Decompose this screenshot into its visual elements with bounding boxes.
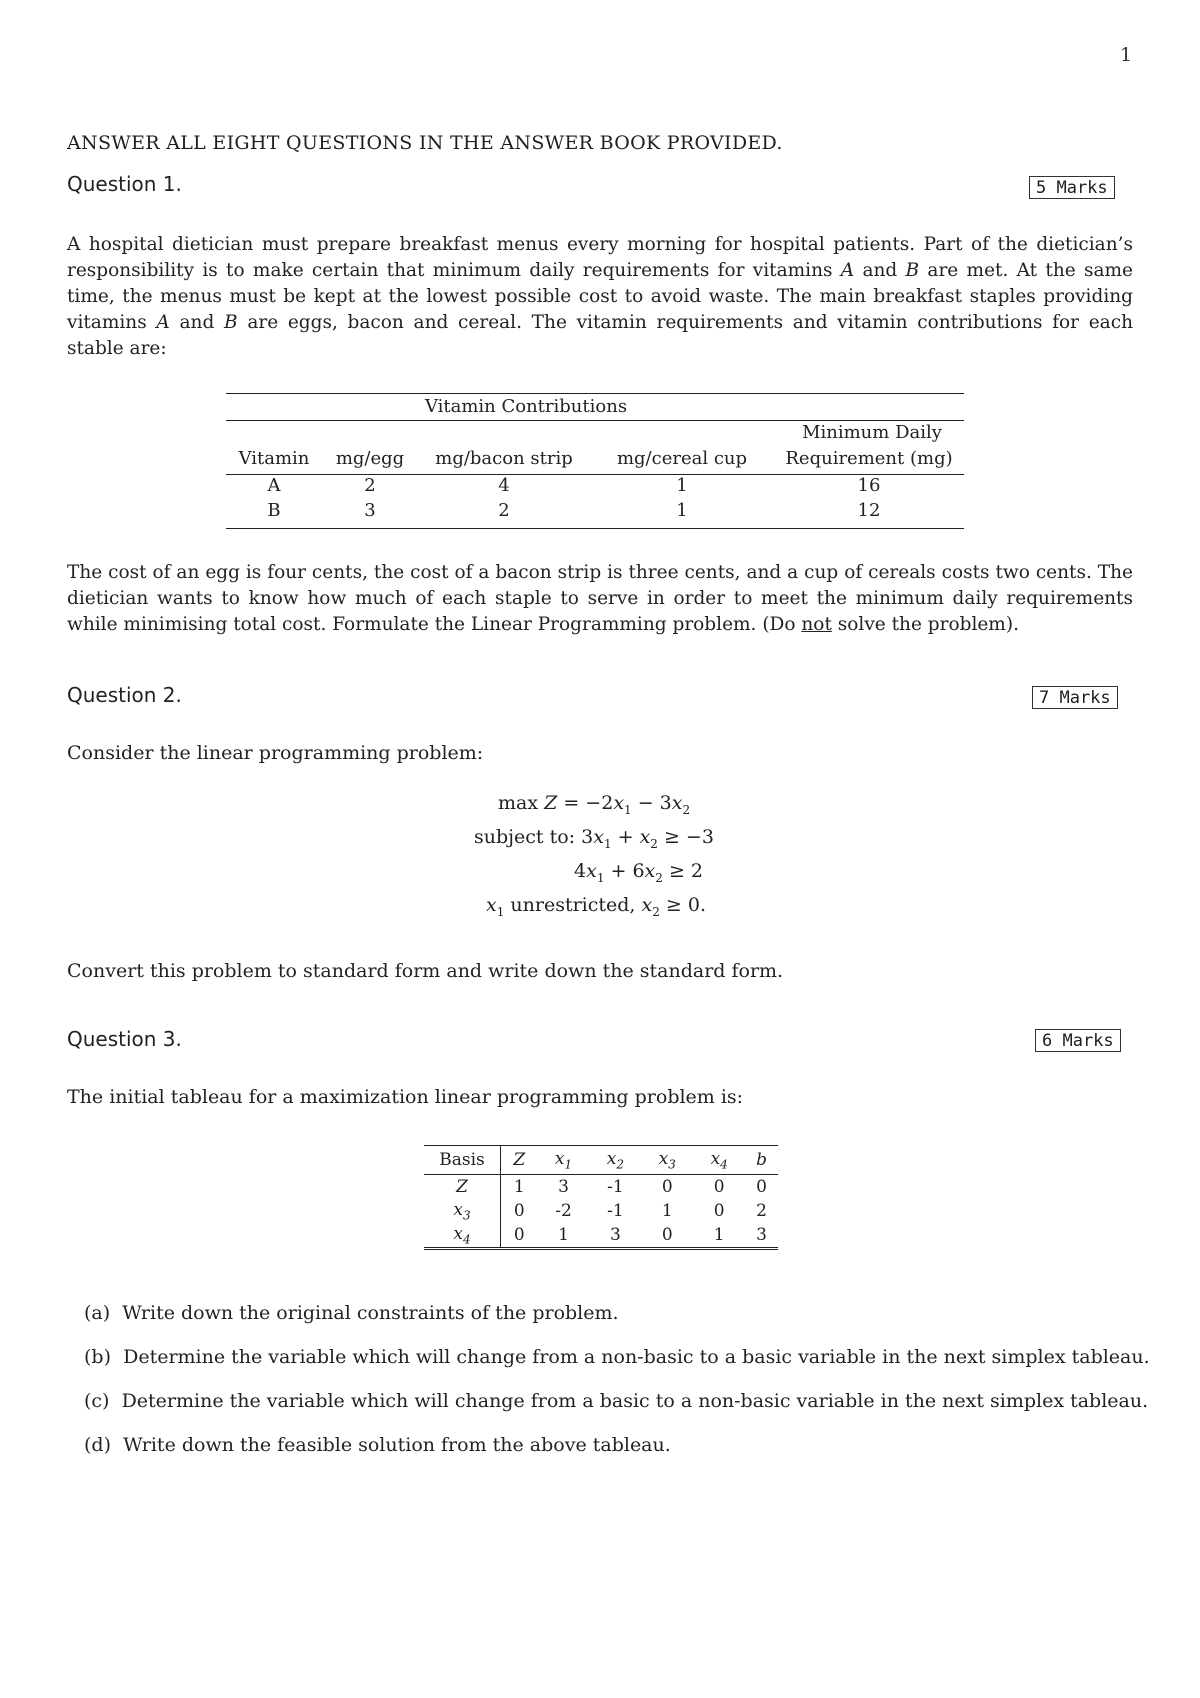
tableau-header: Z (501, 1146, 538, 1175)
question-2-marks: 7 Marks (1032, 686, 1118, 709)
tableau-header: b (745, 1146, 778, 1175)
table-cell: -2 (555, 1201, 572, 1221)
tableau-header: $x_3$ (641, 1146, 693, 1175)
table-cell: 16 (857, 475, 881, 496)
col-header-requirement: Requirement (mg) (785, 448, 953, 469)
question-3-part-b: (b) Determine the variable which will change from a non-basic to a basic variable in the next simplex tableau. (84, 1346, 1150, 1368)
question-3-part-a: (a) Write down the original constraints of the problem. (84, 1302, 619, 1324)
objective-function: $\max Z = -2x_1 - 3x_2$ (498, 792, 691, 817)
page-number: 1 (1120, 44, 1133, 66)
table-cell: A (267, 475, 281, 496)
table-row (424, 1175, 778, 1200)
min-daily-header: Minimum Daily (802, 422, 942, 443)
vitamin-table (226, 391, 964, 531)
tableau-header: $x_1$ (538, 1146, 590, 1175)
table-cell: -1 (607, 1177, 624, 1197)
table-cell: 1 (513, 1177, 525, 1197)
question-3-title: Question 3. (67, 1027, 182, 1051)
tableau-header: Basis (424, 1146, 501, 1175)
table-cell: 3 (558, 1177, 569, 1197)
table-cell: 1 (676, 500, 688, 521)
table-cell: 0 (713, 1201, 725, 1221)
question-1-outro: The cost of an egg is four cents, the cost of a bacon strip is three cents, and a cup of cereals costs two cents. The dietician wants to know how much of each staple to serve in order to meet the minimum daily requirements while minimising total cost. Formulate the Linear Programming problem. (Do not solve the problem). (67, 562, 1133, 635)
sign-restrictions: $x_1$ unrestricted, $x_2 \ge 0$. (486, 894, 707, 919)
col-header-bacon: mg/bacon strip (435, 448, 573, 469)
table-cell: 12 (857, 500, 881, 521)
col-header-vitamin: Vitamin (238, 448, 310, 469)
table-cell: 1 (558, 1225, 569, 1245)
table-cell: 4 (498, 475, 510, 496)
table-cell: 0 (513, 1225, 525, 1245)
question-3-part-d: (d) Write down the feasible solution from the above tableau. (84, 1434, 671, 1456)
table-cell: 3 (364, 500, 376, 521)
question-1-marks: 5 Marks (1029, 176, 1115, 199)
table-cell: 2 (756, 1201, 767, 1221)
tableau-header: $x_4$ (693, 1146, 745, 1175)
tableau-basis: $x_3$ (424, 1199, 501, 1223)
question-1-intro: A hospital dietician must prepare breakfast menus every morning for hospital patients. Part of the dietician’s responsibility is to make certain that minimum daily requirements for vitamins A and B are met. At the same time, the menus must be kept at the lowest possible cost to avoid waste. The main breakfast staples providing vitamins A and B are eggs, bacon and cereal. The vitamin requirements and vitamin contributions for each stable are: (67, 234, 1133, 359)
table-cell: 2 (364, 475, 376, 496)
vitamin-contributions-header: Vitamin Contributions (424, 396, 628, 417)
table-cell: 1 (661, 1201, 673, 1221)
table-row (424, 1223, 778, 1247)
constraint-2: $4x_1 + 6x_2 \ge 2$ (574, 860, 703, 885)
table-cell: 0 (661, 1225, 673, 1245)
question-2-intro: Consider the linear programming problem: (67, 742, 484, 764)
question-1-title: Question 1. (67, 172, 182, 196)
tableau-basis: $x_4$ (424, 1223, 501, 1247)
table-cell: 0 (513, 1201, 525, 1221)
constraint-1: subject to: $3x_1 + x_2 \ge -3$ (474, 826, 714, 851)
tableau-header: $x_2$ (589, 1146, 641, 1175)
question-3-marks: 6 Marks (1035, 1029, 1121, 1052)
question-3-intro: The initial tableau for a maximization linear programming problem is: (67, 1086, 744, 1108)
table-row (424, 1199, 778, 1223)
question-3-part-c: (c) Determine the variable which will change from a basic to a non-basic variable in the next simplex tableau. (84, 1390, 1149, 1412)
question-2-closing: Convert this problem to standard form and write down the standard form. (67, 960, 784, 982)
col-header-cereal: mg/cereal cup (616, 448, 748, 469)
table-cell: 2 (498, 500, 510, 521)
tableau-basis: Z (424, 1175, 501, 1200)
table-cell: 0 (756, 1177, 767, 1197)
question-2-title: Question 2. (67, 683, 182, 707)
table-cell: 1 (676, 475, 688, 496)
table-cell: 0 (713, 1177, 725, 1197)
table-cell: 3 (610, 1225, 621, 1245)
table-cell: B (267, 500, 281, 521)
exam-instructions: ANSWER ALL EIGHT QUESTIONS IN THE ANSWER BOOK PROVIDED. (67, 132, 783, 154)
table-cell: 3 (756, 1225, 767, 1245)
table-cell: 0 (661, 1177, 673, 1197)
col-header-egg: mg/egg (335, 448, 405, 469)
simplex-tableau (424, 1145, 778, 1250)
table-cell: -1 (607, 1201, 624, 1221)
table-cell: 1 (713, 1225, 725, 1245)
